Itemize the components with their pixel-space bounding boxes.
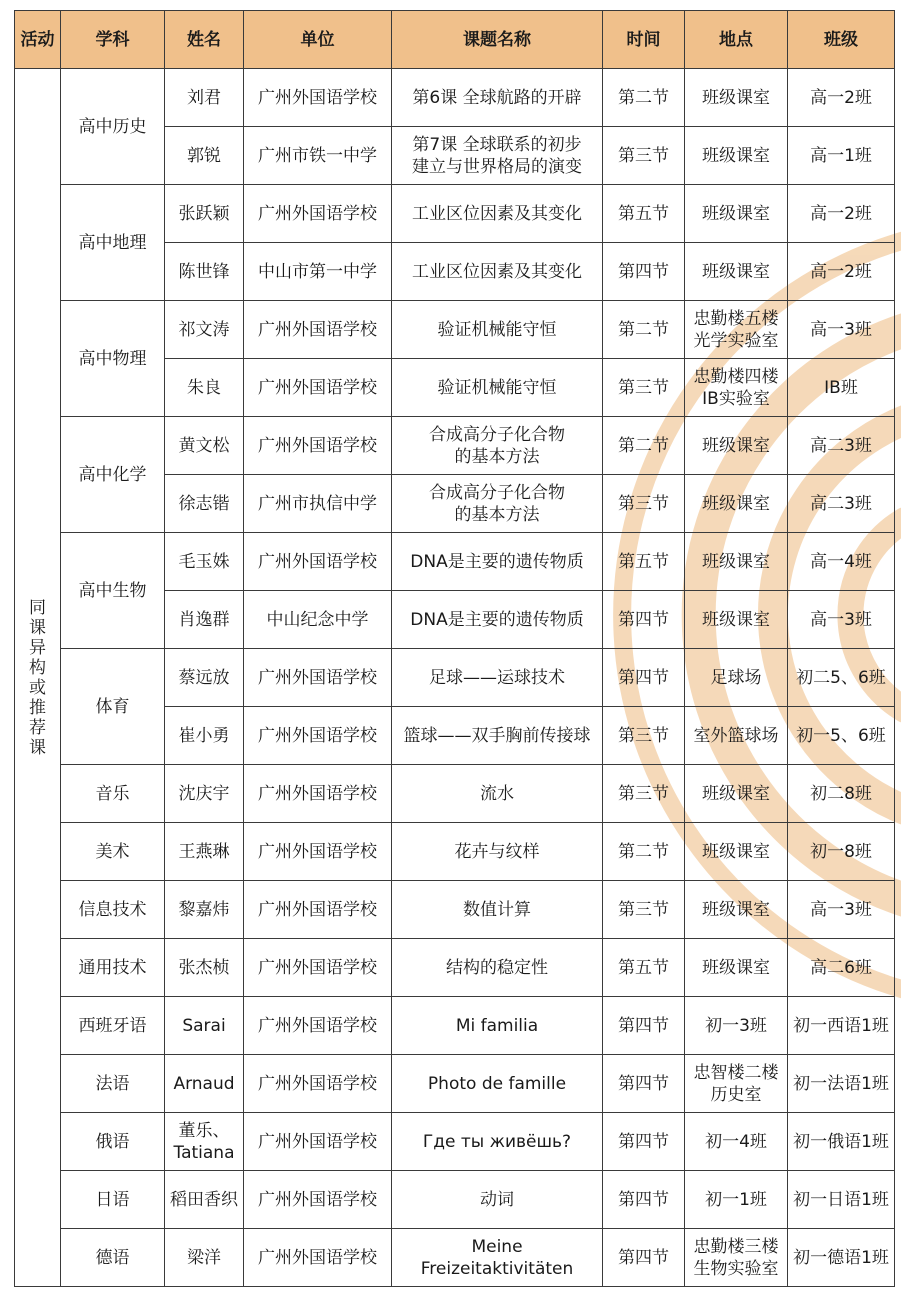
place-cell: 初一4班: [685, 1113, 788, 1171]
name-cell: 王燕琳: [165, 823, 244, 881]
class-cell: 高一4班: [788, 533, 895, 591]
class-cell: 高一3班: [788, 301, 895, 359]
place-cell: 忠勤楼四楼 IB实验室: [685, 359, 788, 417]
schedule-table: [14, 10, 895, 1287]
table-row: [15, 997, 895, 1055]
time-cell: 第二节: [603, 69, 685, 127]
topic-cell: 流水: [392, 765, 603, 823]
unit-cell: 中山市第一中学: [244, 243, 392, 301]
place-cell: 班级课室: [685, 823, 788, 881]
name-cell: 郭锐: [165, 127, 244, 185]
time-cell: 第四节: [603, 649, 685, 707]
time-cell: 第二节: [603, 823, 685, 881]
class-cell: 初二5、6班: [788, 649, 895, 707]
unit-cell: 广州外国语学校: [244, 69, 392, 127]
topic-cell: 结构的稳定性: [392, 939, 603, 997]
table-body: [15, 69, 895, 1287]
table-row: [15, 765, 895, 823]
table-row: [15, 301, 895, 359]
time-cell: 第四节: [603, 1171, 685, 1229]
topic-cell: 第7课 全球联系的初步 建立与世界格局的演变: [392, 127, 603, 185]
class-cell: 初一法语1班: [788, 1055, 895, 1113]
activity-label: 同课异构或推荐课: [29, 597, 46, 758]
time-cell: 第四节: [603, 997, 685, 1055]
topic-cell: DNA是主要的遗传物质: [392, 533, 603, 591]
name-cell: 刘君: [165, 69, 244, 127]
table-row: [15, 1171, 895, 1229]
class-cell: 初一日语1班: [788, 1171, 895, 1229]
name-cell: 毛玉姝: [165, 533, 244, 591]
activity-cell: [15, 69, 61, 1287]
unit-cell: 广州外国语学校: [244, 185, 392, 243]
topic-cell: 工业区位因素及其变化: [392, 185, 603, 243]
name-cell: 徐志锴: [165, 475, 244, 533]
time-cell: 第四节: [603, 1229, 685, 1287]
topic-cell: 足球——运球技术: [392, 649, 603, 707]
topic-cell: 花卉与纹样: [392, 823, 603, 881]
name-cell: 张杰桢: [165, 939, 244, 997]
unit-cell: 广州外国语学校: [244, 1229, 392, 1287]
name-cell: 黄文松: [165, 417, 244, 475]
topic-cell: Mi familia: [392, 997, 603, 1055]
subject-cell: 日语: [61, 1171, 165, 1229]
subject-cell: 高中地理: [61, 185, 165, 301]
name-cell: 稻田香织: [165, 1171, 244, 1229]
unit-cell: 广州外国语学校: [244, 939, 392, 997]
topic-cell: 合成高分子化合物 的基本方法: [392, 417, 603, 475]
time-cell: 第二节: [603, 417, 685, 475]
subject-cell: 美术: [61, 823, 165, 881]
table-row: [15, 1229, 895, 1287]
time-cell: 第五节: [603, 533, 685, 591]
place-cell: 班级课室: [685, 881, 788, 939]
unit-cell: 广州外国语学校: [244, 997, 392, 1055]
name-cell: 董乐、 Tatiana: [165, 1113, 244, 1171]
column-header-subject: 学科: [61, 11, 165, 69]
table-row: [15, 1055, 895, 1113]
place-cell: 忠勤楼三楼 生物实验室: [685, 1229, 788, 1287]
topic-cell: 第6课 全球航路的开辟: [392, 69, 603, 127]
subject-cell: 体育: [61, 649, 165, 765]
place-cell: 班级课室: [685, 243, 788, 301]
table-row: [15, 533, 895, 591]
topic-cell: 合成高分子化合物 的基本方法: [392, 475, 603, 533]
unit-cell: 广州外国语学校: [244, 765, 392, 823]
place-cell: 班级课室: [685, 939, 788, 997]
unit-cell: 广州外国语学校: [244, 359, 392, 417]
table-row: [15, 69, 895, 127]
name-cell: 朱良: [165, 359, 244, 417]
name-cell: 肖逸群: [165, 591, 244, 649]
subject-cell: 信息技术: [61, 881, 165, 939]
place-cell: 班级课室: [685, 417, 788, 475]
unit-cell: 广州市执信中学: [244, 475, 392, 533]
class-cell: 初二8班: [788, 765, 895, 823]
topic-cell: 验证机械能守恒: [392, 359, 603, 417]
unit-cell: 广州外国语学校: [244, 301, 392, 359]
topic-cell: Photo de famille: [392, 1055, 603, 1113]
unit-cell: 广州外国语学校: [244, 1171, 392, 1229]
place-cell: 班级课室: [685, 185, 788, 243]
header-row: [15, 11, 895, 69]
subject-cell: 音乐: [61, 765, 165, 823]
place-cell: 班级课室: [685, 475, 788, 533]
table-row: [15, 823, 895, 881]
subject-cell: 俄语: [61, 1113, 165, 1171]
time-cell: 第五节: [603, 185, 685, 243]
time-cell: 第四节: [603, 243, 685, 301]
column-header-topic: 课题名称: [392, 11, 603, 69]
place-cell: 班级课室: [685, 533, 788, 591]
subject-cell: 高中物理: [61, 301, 165, 417]
class-cell: 初一俄语1班: [788, 1113, 895, 1171]
name-cell: 陈世锋: [165, 243, 244, 301]
time-cell: 第四节: [603, 1055, 685, 1113]
class-cell: 初一5、6班: [788, 707, 895, 765]
unit-cell: 广州外国语学校: [244, 533, 392, 591]
table-row: [15, 1113, 895, 1171]
topic-cell: Meine Freizeitaktivitäten: [392, 1229, 603, 1287]
time-cell: 第四节: [603, 591, 685, 649]
name-cell: 梁洋: [165, 1229, 244, 1287]
table-row: [15, 649, 895, 707]
table-header: [15, 11, 895, 69]
name-cell: 崔小勇: [165, 707, 244, 765]
time-cell: 第三节: [603, 881, 685, 939]
topic-cell: Где ты живёшь?: [392, 1113, 603, 1171]
place-cell: 班级课室: [685, 127, 788, 185]
subject-cell: 法语: [61, 1055, 165, 1113]
subject-cell: 高中历史: [61, 69, 165, 185]
unit-cell: 中山纪念中学: [244, 591, 392, 649]
unit-cell: 广州外国语学校: [244, 881, 392, 939]
unit-cell: 广州外国语学校: [244, 707, 392, 765]
place-cell: 忠勤楼五楼 光学实验室: [685, 301, 788, 359]
name-cell: 沈庆宇: [165, 765, 244, 823]
table-row: [15, 417, 895, 475]
column-header-name: 姓名: [165, 11, 244, 69]
place-cell: 初一3班: [685, 997, 788, 1055]
column-header-activity: 活动: [15, 11, 61, 69]
name-cell: Arnaud: [165, 1055, 244, 1113]
unit-cell: 广州外国语学校: [244, 417, 392, 475]
name-cell: 蔡远放: [165, 649, 244, 707]
table-row: [15, 881, 895, 939]
subject-cell: 德语: [61, 1229, 165, 1287]
place-cell: 忠智楼二楼 历史室: [685, 1055, 788, 1113]
column-header-place: 地点: [685, 11, 788, 69]
unit-cell: 广州外国语学校: [244, 1113, 392, 1171]
place-cell: 室外篮球场: [685, 707, 788, 765]
place-cell: 初一1班: [685, 1171, 788, 1229]
topic-cell: 验证机械能守恒: [392, 301, 603, 359]
place-cell: 足球场: [685, 649, 788, 707]
time-cell: 第三节: [603, 765, 685, 823]
time-cell: 第五节: [603, 939, 685, 997]
class-cell: IB班: [788, 359, 895, 417]
class-cell: 高二3班: [788, 417, 895, 475]
unit-cell: 广州市铁一中学: [244, 127, 392, 185]
time-cell: 第三节: [603, 707, 685, 765]
place-cell: 班级课室: [685, 765, 788, 823]
table-row: [15, 939, 895, 997]
place-cell: 班级课室: [685, 591, 788, 649]
column-header-unit: 单位: [244, 11, 392, 69]
class-cell: 高一2班: [788, 69, 895, 127]
place-cell: 班级课室: [685, 69, 788, 127]
class-cell: 高一2班: [788, 185, 895, 243]
topic-cell: DNA是主要的遗传物质: [392, 591, 603, 649]
topic-cell: 篮球——双手胸前传接球: [392, 707, 603, 765]
class-cell: 高一3班: [788, 881, 895, 939]
name-cell: 黎嘉炜: [165, 881, 244, 939]
column-header-class: 班级: [788, 11, 895, 69]
time-cell: 第三节: [603, 127, 685, 185]
time-cell: 第四节: [603, 1113, 685, 1171]
time-cell: 第三节: [603, 359, 685, 417]
topic-cell: 动词: [392, 1171, 603, 1229]
table-row: [15, 185, 895, 243]
class-cell: 初一8班: [788, 823, 895, 881]
class-cell: 高一1班: [788, 127, 895, 185]
time-cell: 第三节: [603, 475, 685, 533]
class-cell: 高二3班: [788, 475, 895, 533]
name-cell: 祁文涛: [165, 301, 244, 359]
class-cell: 初一德语1班: [788, 1229, 895, 1287]
name-cell: Sarai: [165, 997, 244, 1055]
subject-cell: 高中生物: [61, 533, 165, 649]
unit-cell: 广州外国语学校: [244, 1055, 392, 1113]
column-header-time: 时间: [603, 11, 685, 69]
subject-cell: 西班牙语: [61, 997, 165, 1055]
class-cell: 高一3班: [788, 591, 895, 649]
name-cell: 张跃颖: [165, 185, 244, 243]
subject-cell: 高中化学: [61, 417, 165, 533]
class-cell: 初一西语1班: [788, 997, 895, 1055]
unit-cell: 广州外国语学校: [244, 823, 392, 881]
subject-cell: 通用技术: [61, 939, 165, 997]
topic-cell: 数值计算: [392, 881, 603, 939]
unit-cell: 广州外国语学校: [244, 649, 392, 707]
class-cell: 高一2班: [788, 243, 895, 301]
topic-cell: 工业区位因素及其变化: [392, 243, 603, 301]
time-cell: 第二节: [603, 301, 685, 359]
class-cell: 高二6班: [788, 939, 895, 997]
